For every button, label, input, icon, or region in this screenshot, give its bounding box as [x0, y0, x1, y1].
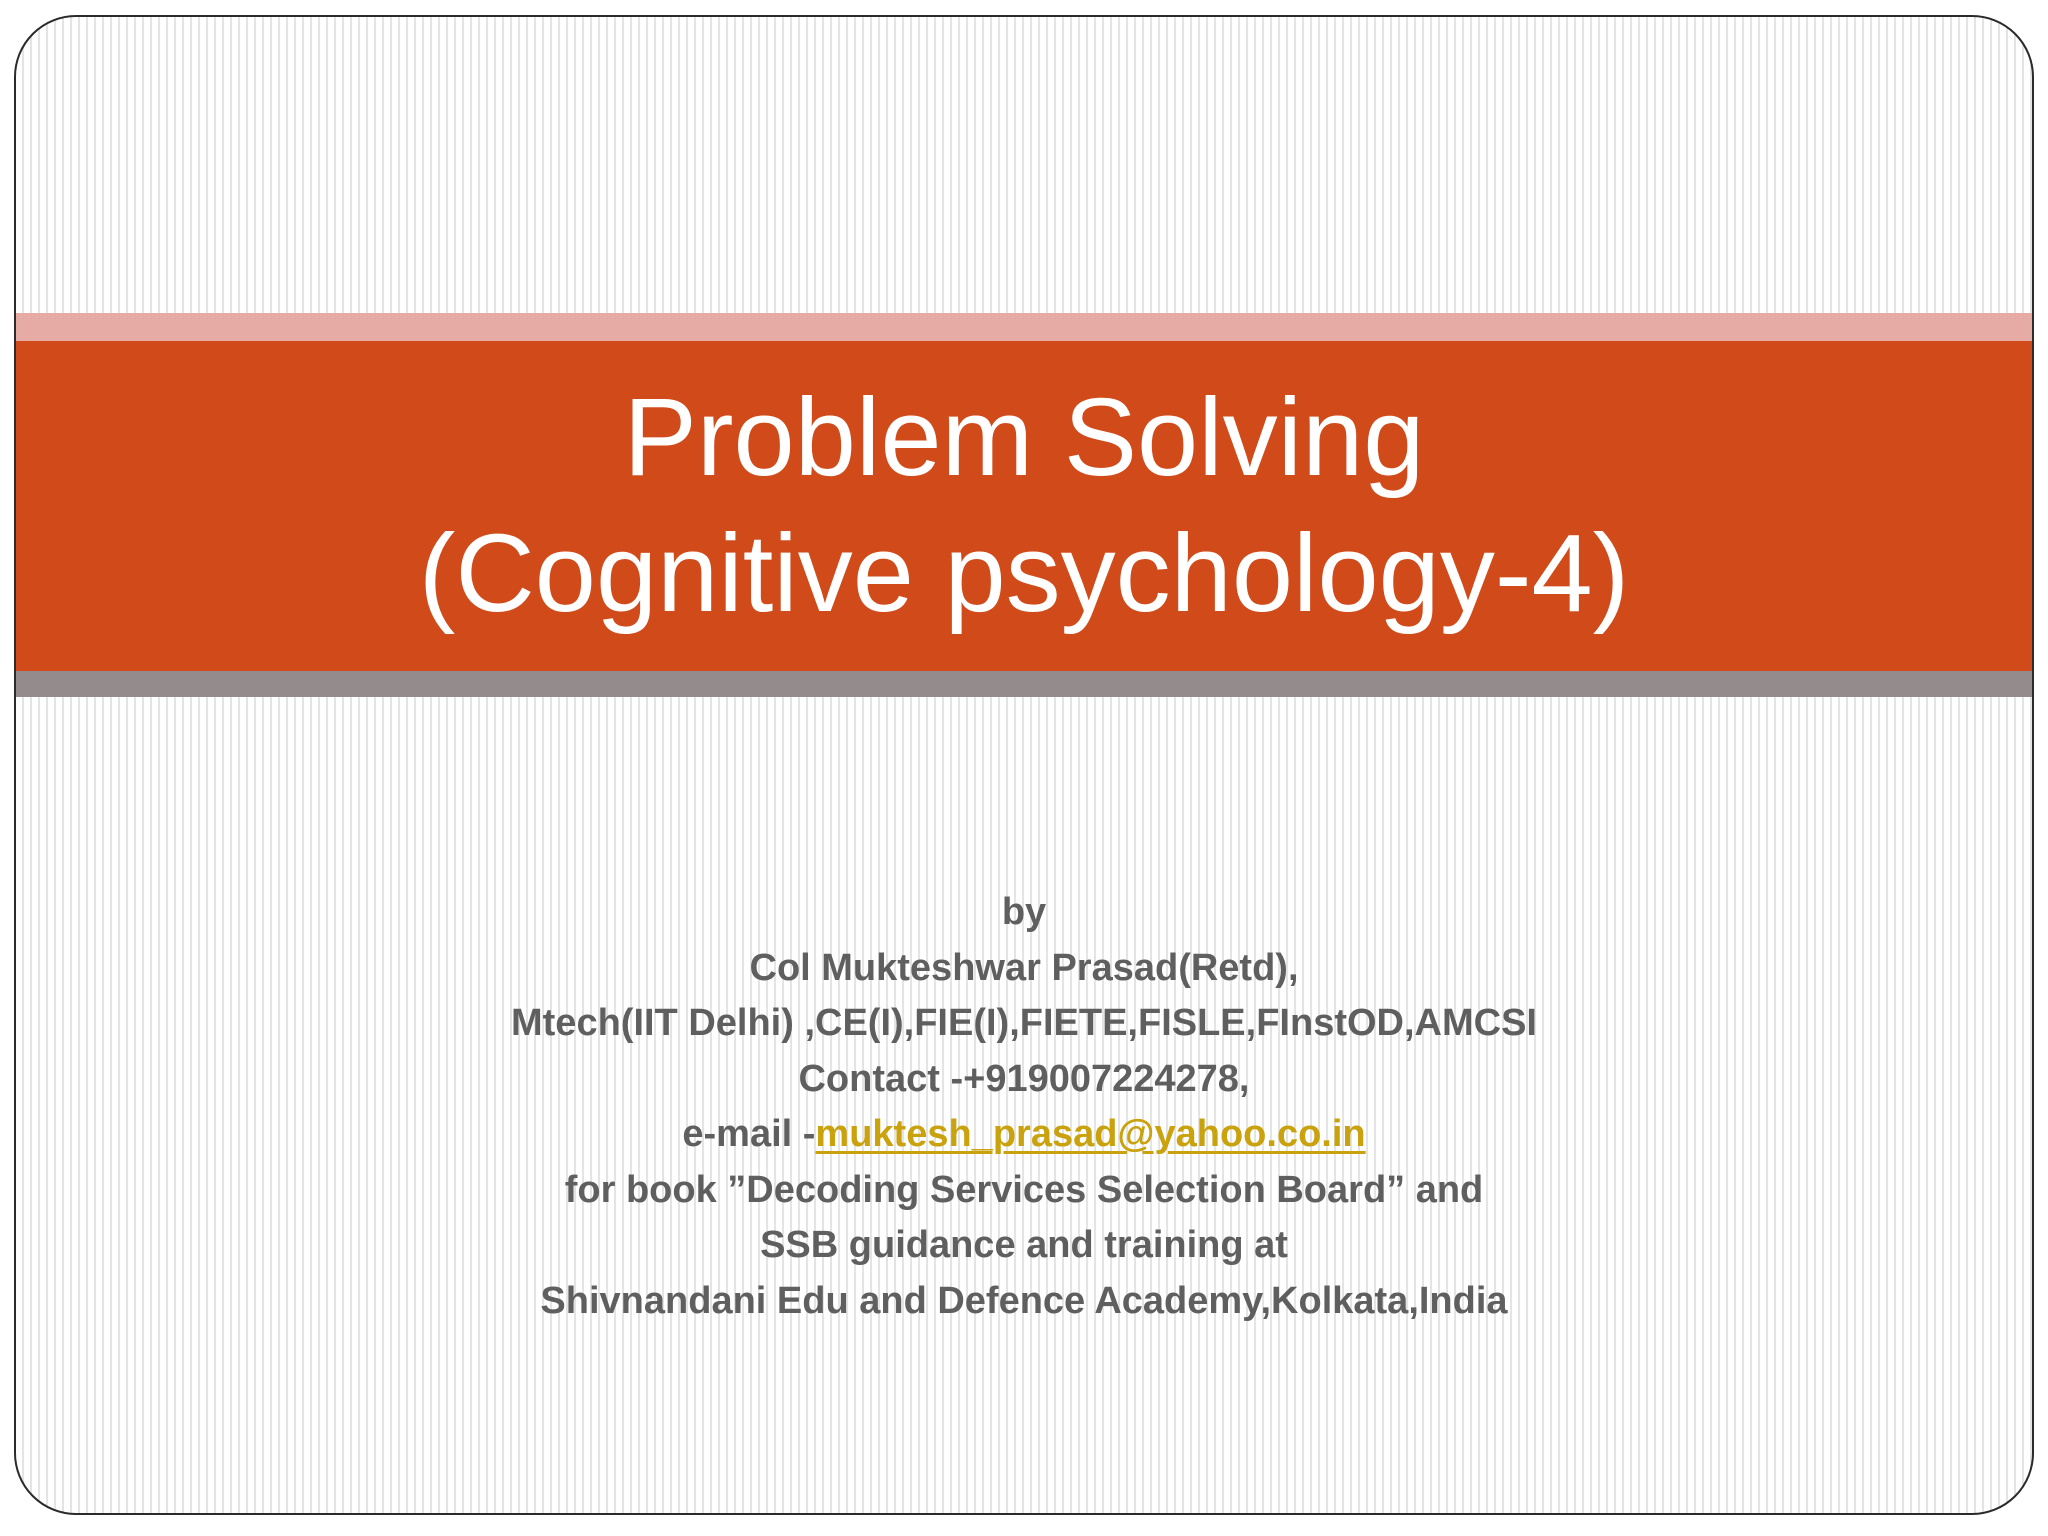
byline-email-prefix: e-mail - — [682, 1113, 816, 1155]
slide — [14, 15, 2034, 1515]
email-link[interactable]: muktesh_prasad@yahoo.co.in — [815, 1113, 1366, 1155]
byline-book: for book ”Decoding Services Selection Board” and — [564, 1168, 1484, 1211]
byline-academy: Shivnandani Edu and Defence Academy,Kolkata,India — [540, 1279, 1508, 1322]
byline-by: by — [1001, 891, 1047, 933]
title-band-bottom-stripe — [16, 671, 2032, 697]
slide-title-line-1: Problem Solving — [623, 376, 1425, 499]
byline-training: SSB guidance and training at — [760, 1224, 1288, 1266]
byline-author: Col Mukteshwar Prasad(Retd), — [749, 946, 1299, 989]
byline-qualifications: Mtech(IIT Delhi) ,CE(I),FIE(I),FIETE,FISLE,FInstOD,AMCSI — [511, 1002, 1537, 1044]
title-band-top-stripe — [16, 313, 2032, 341]
slide-title-line-2: (Cognitive psychology-4) — [418, 512, 1630, 635]
title-band — [16, 341, 2032, 671]
byline-contact: Contact -+919007224278, — [798, 1057, 1250, 1100]
byline-email-line — [16, 1107, 2032, 1163]
byline — [16, 885, 2032, 1329]
